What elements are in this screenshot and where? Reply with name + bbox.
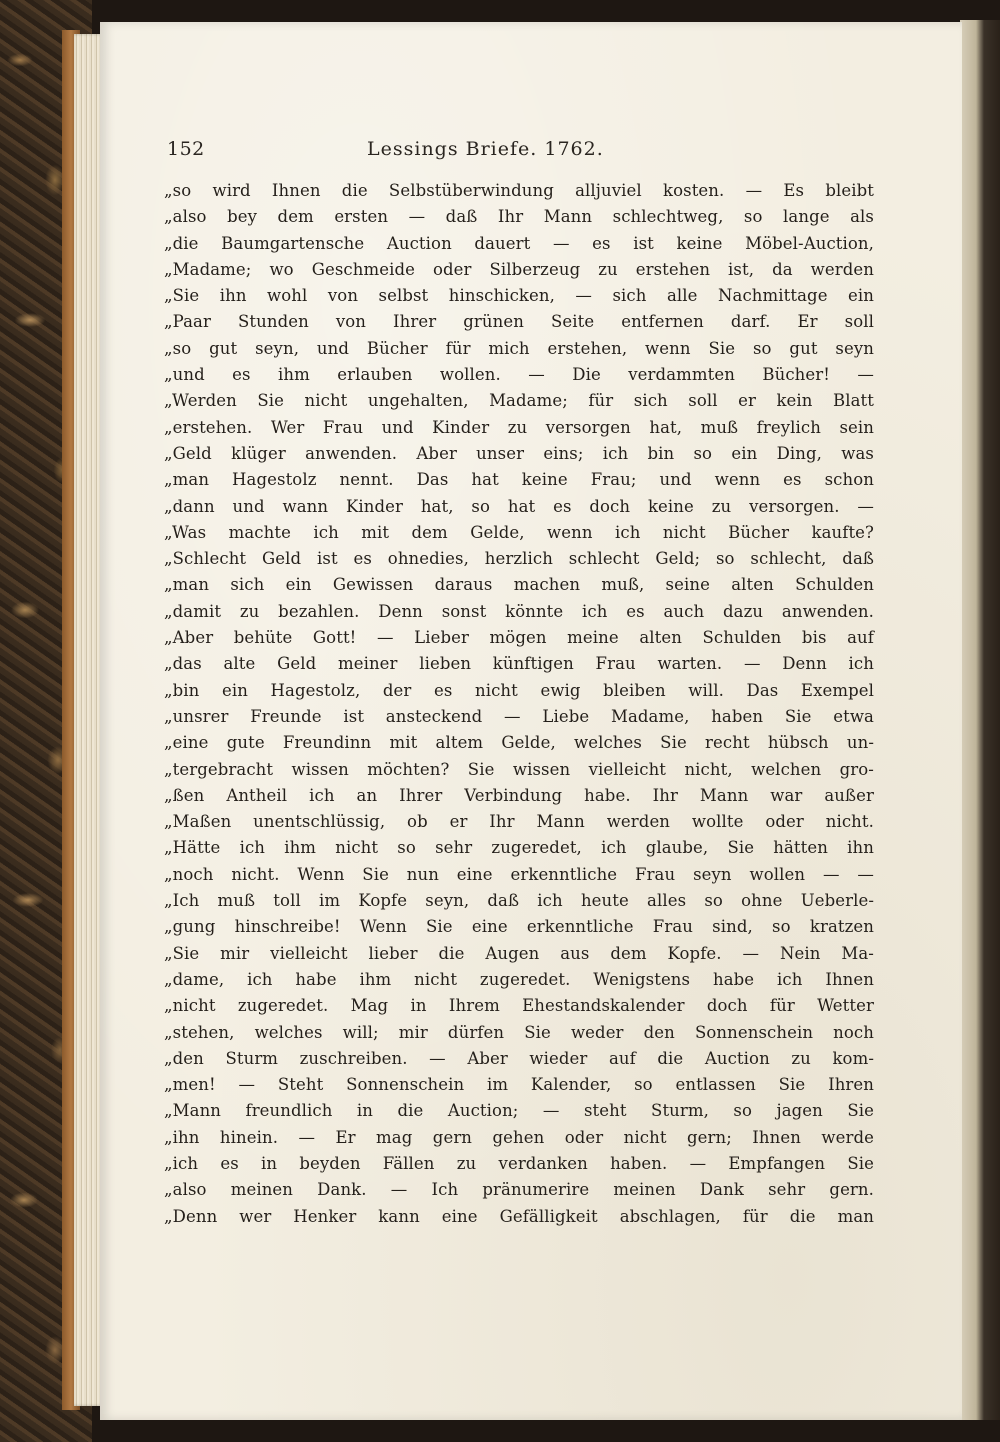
text-line: „ich es in beyden Fällen zu verdanken haben. — Empfangen Sie <box>164 1153 874 1173</box>
text-line: „damit zu bezahlen. Denn sonst könnte ich es auch dazu anwenden. <box>164 601 874 621</box>
text-line: „Geld klüger anwenden. Aber unser eins; ich bin so ein Ding, was <box>164 443 874 463</box>
text-line: „Aber behüte Gott! — Lieber mögen meine alten Schulden bis auf <box>164 628 874 648</box>
right-page-edge <box>960 20 1000 1420</box>
text-line: „stehen, welches will; mir dürfen Sie weder den Sonnenschein noch <box>164 1022 874 1042</box>
text-line: „so wird Ihnen die Selbstüberwindung alljuviel kosten. — Es bleibt <box>164 181 874 200</box>
text-line: „man Hagestolz nennt. Das hat keine Frau; und wenn es schon <box>164 470 874 490</box>
text-line: „und es ihm erlauben wollen. — Die verdammten Bücher! — <box>164 365 874 385</box>
text-line: „unsrer Freunde ist ansteckend — Liebe Madame, haben Sie etwa <box>164 706 874 726</box>
text-line: „dann und wann Kinder hat, so hat es doch keine zu versorgen. — <box>164 496 874 516</box>
page-number: 152 <box>167 138 205 160</box>
text-line: „ßen Antheil ich an Ihrer Verbindung habe. Ihr Mann war außer <box>164 785 874 805</box>
text-line: „Schlecht Geld ist es ohnedies, herzlich schlecht Geld; so schlecht, daß <box>164 549 874 569</box>
text-line: „das alte Geld meiner lieben künftigen Frau warten. — Denn ich <box>164 654 874 674</box>
text-line: „Ich muß toll im Kopfe seyn, daß ich heute alles so ohne Ueberle- <box>164 891 874 911</box>
text-line: „Sie ihn wohl von selbst hinschicken, — sich alle Nachmittage ein <box>164 286 874 306</box>
text-line: „so gut seyn, und Bücher für mich erstehen, wenn Sie so gut seyn <box>164 338 874 358</box>
text-line: „men! — Steht Sonnenschein im Kalender, so entlassen Sie Ihren <box>164 1075 874 1095</box>
text-line: „die Baumgartensche Auction dauert — es ist keine Möbel-Auction, <box>164 233 874 253</box>
text-line: „dame, ich habe ihm nicht zugeredet. Wenigstens habe ich Ihnen <box>164 969 874 989</box>
text-line: „Hätte ich ihm nicht so sehr zugeredet, ich glaube, Sie hätten ihn <box>164 838 874 858</box>
text-line: „noch nicht. Wenn Sie nun eine erkenntliche Frau seyn wollen — — <box>164 864 874 884</box>
text-line: „nicht zugeredet. Mag in Ihrem Ehestandskalender doch für Wetter <box>164 996 874 1016</box>
text-line: „Maßen unentschlüssig, ob er Ihr Mann werden wollte oder nicht. <box>164 812 874 832</box>
text-line: „Was machte ich mit dem Gelde, wenn ich nicht Bücher kaufte? <box>164 522 874 542</box>
text-line: „Denn wer Henker kann eine Gefälligkeit abschlagen, für die man <box>164 1206 874 1226</box>
running-title: Lessings Briefe. 1762. <box>367 138 604 160</box>
text-line: „Madame; wo Geschmeide oder Silberzeug zu erstehen ist, da werden <box>164 259 874 279</box>
text-line: „Mann freundlich in die Auction; — steht Sturm, so jagen Sie <box>164 1101 874 1121</box>
text-line: „Paar Stunden von Ihrer grünen Seite entfernen darf. Er soll <box>164 312 874 332</box>
text-line: „Werden Sie nicht ungehalten, Madame; für sich soll er kein Blatt <box>164 391 874 411</box>
text-line: „man sich ein Gewissen daraus machen muß, seine alten Schulden <box>164 575 874 595</box>
text-line: „eine gute Freundinn mit altem Gelde, welches Sie recht hübsch un- <box>164 733 874 753</box>
text-line: „ihn hinein. — Er mag gern gehen oder nicht gern; Ihnen werde <box>164 1127 874 1147</box>
text-line: „gung hinschreibe! Wenn Sie eine erkenntliche Frau sind, so kratzen <box>164 917 874 937</box>
text-line: „tergebracht wissen möchten? Sie wissen vielleicht nicht, welchen gro- <box>164 759 874 779</box>
text-line: „den Sturm zuschreiben. — Aber wieder auf die Auction zu kom- <box>164 1048 874 1068</box>
text-line: „Sie mir vielleicht lieber die Augen aus dem Kopfe. — Nein Ma- <box>164 943 874 963</box>
text-line: „erstehen. Wer Frau und Kinder zu versorgen hat, muß freylich sein <box>164 417 874 437</box>
page-header <box>167 138 874 166</box>
text-line: „bin ein Hagestolz, der es nicht ewig bleiben will. Das Exempel <box>164 680 874 700</box>
text-line: „also bey dem ersten — daß Ihr Mann schlechtweg, so lange als <box>164 207 874 227</box>
text-line: „also meinen Dank. — Ich pränumerire meinen Dank sehr gern. <box>164 1180 874 1200</box>
letter-text <box>164 178 874 1230</box>
